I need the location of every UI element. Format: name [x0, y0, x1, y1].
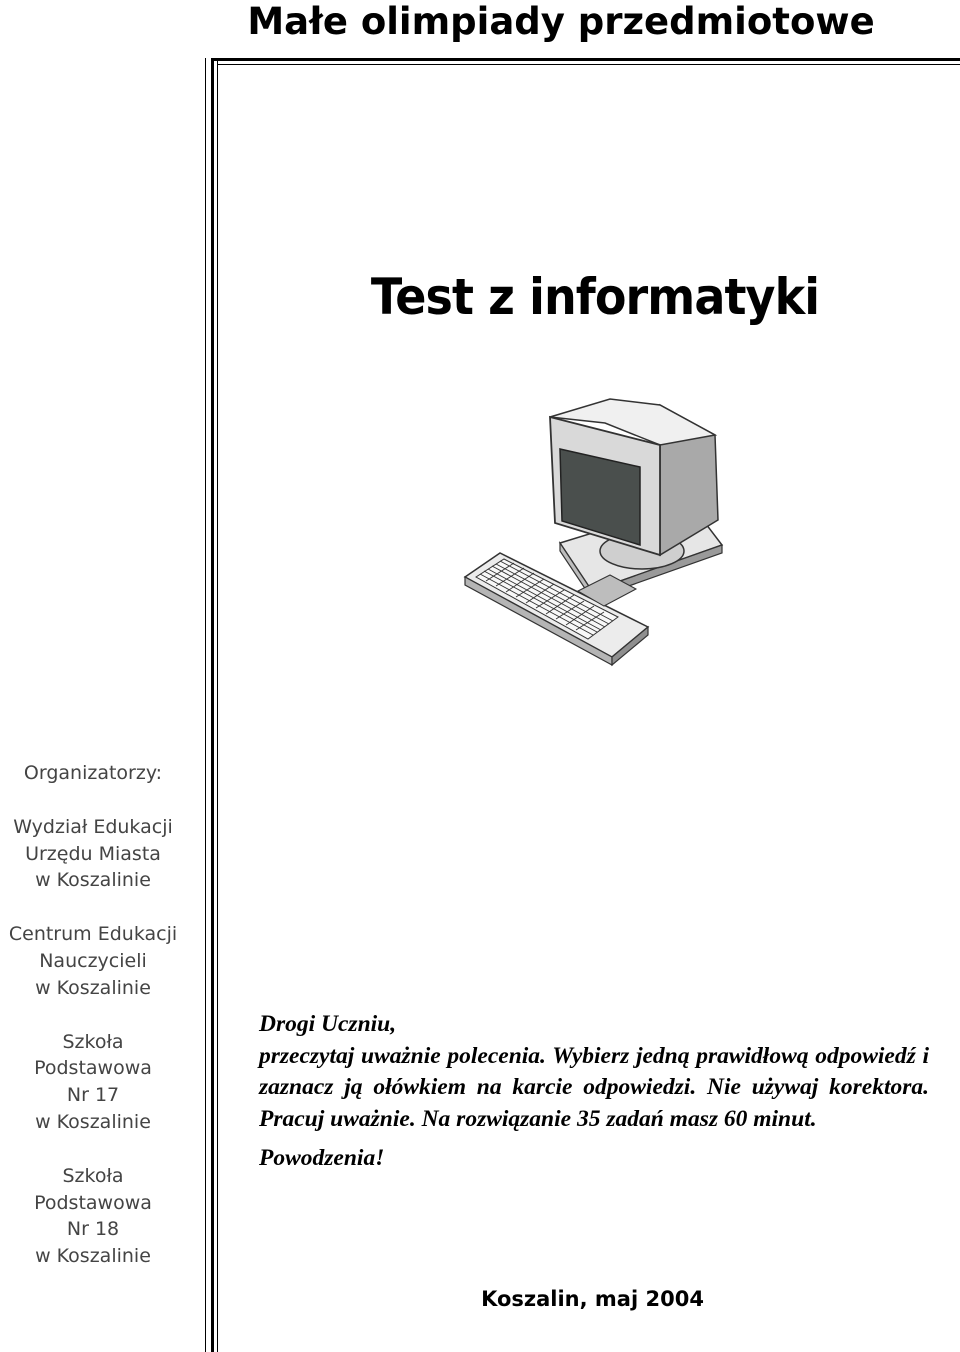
organizer-line: w Koszalinie: [35, 1110, 151, 1133]
organizer-line: Urzędu Miasta: [25, 842, 161, 865]
horizontal-rule: [212, 58, 960, 61]
organizer-line: Nauczycieli: [39, 949, 147, 972]
organizer-item: [0, 1163, 186, 1270]
organizer-line: Nr 17: [66, 1084, 120, 1107]
organizer-line: w Koszalinie: [35, 976, 151, 999]
organizer-line: Szkoła: [62, 1164, 124, 1187]
letter-greeting: Drogi Uczniu,: [259, 1011, 397, 1037]
organizer-item: [0, 921, 186, 1001]
rule-line: [205, 58, 206, 1352]
organizers-list: [0, 760, 186, 1297]
organizer-line: Podstawowa: [34, 1191, 152, 1214]
test-title: Test z informatyki: [370, 268, 820, 326]
organizer-line: Podstawowa: [34, 1057, 152, 1080]
instructions-letter: [259, 1009, 929, 1175]
organizer-line: Szkoła: [62, 1030, 124, 1053]
computer-icon: [460, 395, 730, 670]
vertical-rule: [205, 58, 225, 1352]
rule-line: [217, 58, 218, 1352]
header: [236, 0, 886, 44]
rule-line: [211, 58, 214, 1352]
letter-sign-off: Powodzenia!: [259, 1145, 385, 1171]
organizers-heading: Organizatorzy:: [23, 762, 163, 784]
organizer-line: Centrum Edukacji: [8, 923, 178, 946]
organizer-item: [0, 814, 186, 894]
organizer-item: [0, 1029, 186, 1136]
organizer-line: w Koszalinie: [35, 1245, 151, 1268]
horizontal-rule: [218, 64, 960, 65]
organizer-line: w Koszalinie: [35, 869, 151, 892]
organizer-line: Nr 18: [66, 1218, 120, 1241]
place-date: Koszalin, maj 2004: [481, 1287, 704, 1311]
page-header-title: Małe olimpiady przedmiotowe: [247, 0, 875, 43]
organizer-line: Wydział Edukacji: [13, 815, 173, 838]
letter-body: przeczytaj uważnie polecenia. Wybierz jedną prawidłową odpowiedź i zaznacz ją ołówkiem na karcie odpowiedzi. Nie używaj korektora. Pracuj uważnie. Na rozwiązanie 35 zadań masz 60 minut.: [259, 1042, 929, 1132]
